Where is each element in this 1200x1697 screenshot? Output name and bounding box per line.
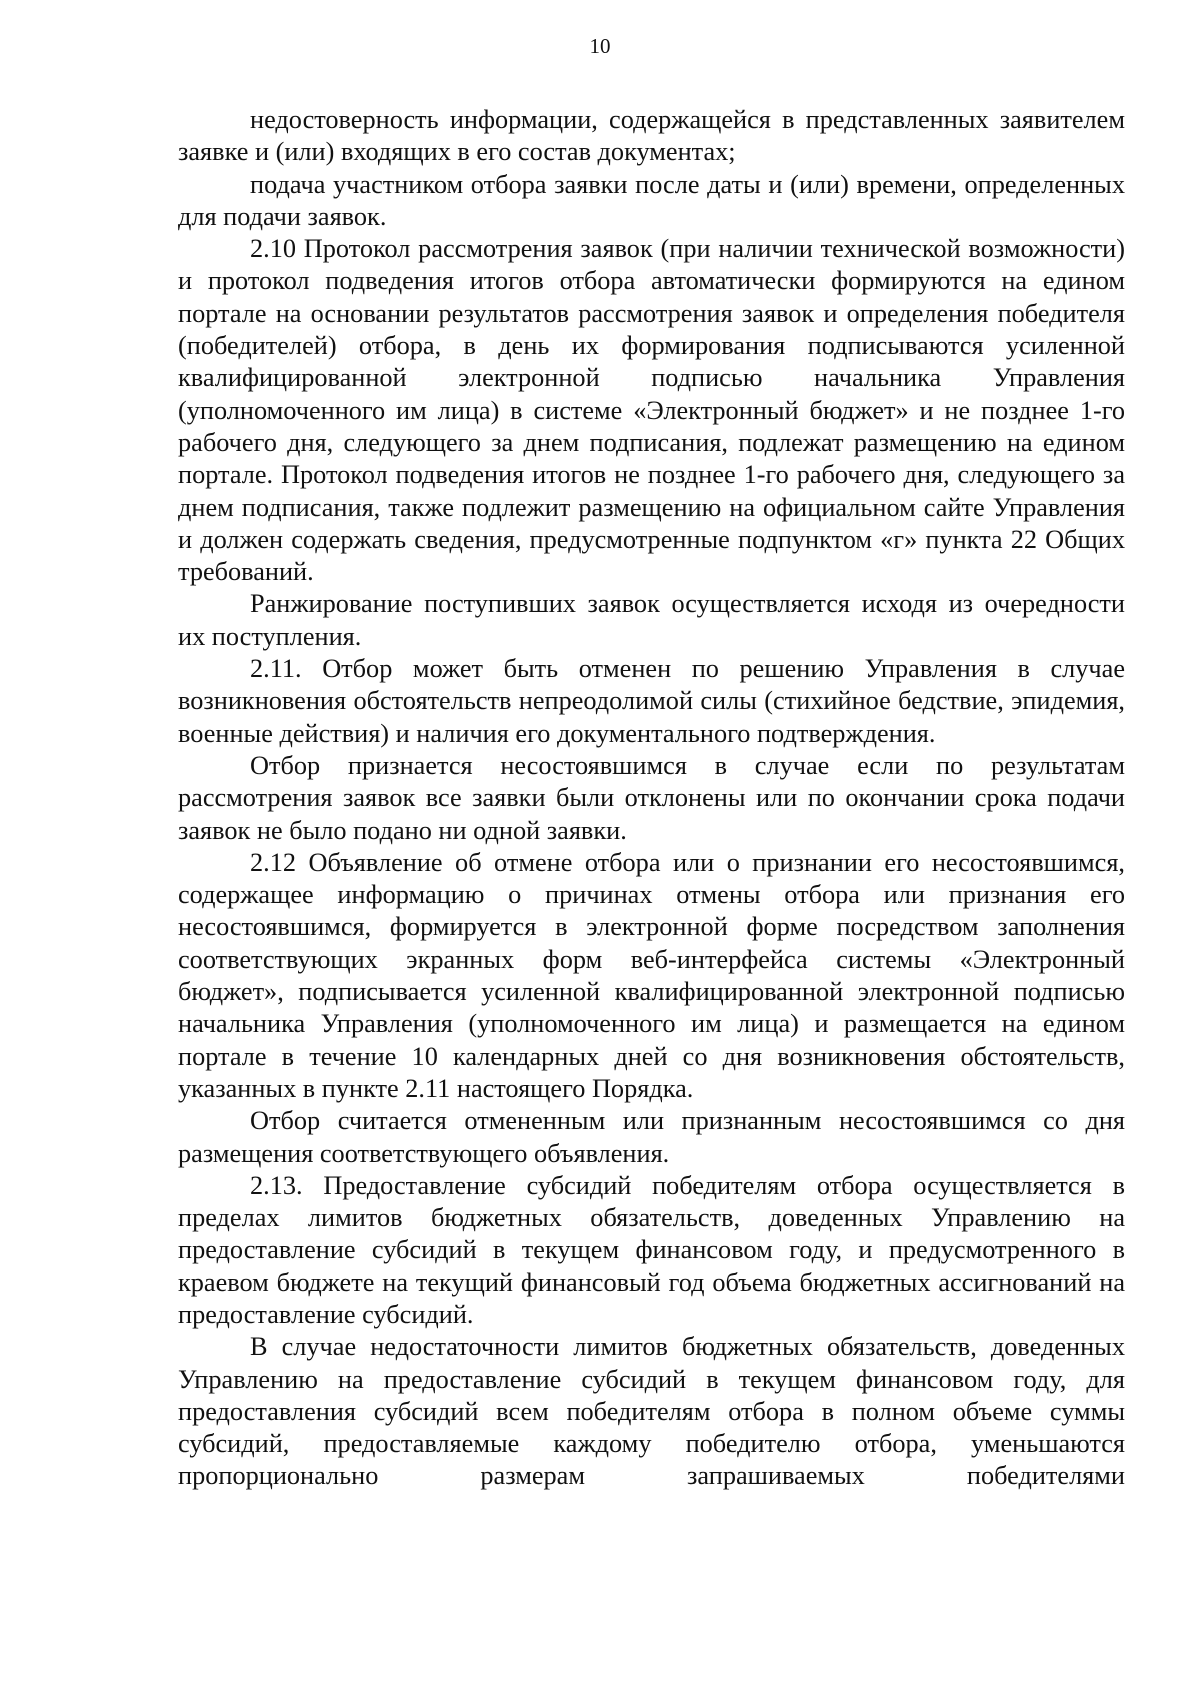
paragraph-insufficient-limits: В случае недостаточности лимитов бюджетных обязательств, доведенных Управлению на предоставление субсидий в текущем финансовом году, для предоставления субсидий всем победителям отбора в полном объеме суммы субсидий, предоставляемые каждому победителю отбора, уменьшаются пропорционально размерам запрашиваемых победителями [178, 1332, 1125, 1491]
paragraph-ranking: Ранжирование поступивших заявок осуществляется исходя из очередности их поступления. [178, 589, 1125, 651]
paragraph-2-12-announcement: 2.12 Объявление об отмене отбора или о признании его несостоявшимся, содержащее информацию о причинах отмены отбора или признания его несостоявшимся, формируется в электронной форме посредством заполнения соответствующих экранных форм веб-интерфейса системы «Электронный бюджет», подписывается усиленной квалифицированной электронной подписью начальника Управления (уполномоченного им лица) и размещается на едином портале в течение 10 календарных дней со дня возникновения обстоятельств, указанных в пункте 2.11 настоящего Порядка. [178, 847, 1125, 1103]
paragraph-2-13-subsidies: 2.13. Предоставление субсидий победителям отбора осуществляется в пределах лимитов бюджетных обязательств, доведенных Управлению на предоставление субсидий в текущем финансовом году, и предусмотренного в краевом бюджете на текущий финансовый год объема бюджетных ассигнований на предоставление субсидий. [178, 1170, 1125, 1329]
paragraph-2-11-cancellation: 2.11. Отбор может быть отменен по решению Управления в случае возникновения обстоятельств непреодолимой силы (стихийное бедствие, эпидемия, военные действия) и наличия его документального подтверждения. [178, 654, 1125, 748]
paragraph-late-submission: подача участником отбора заявки после даты и (или) времени, определенных для подачи заявок. [178, 169, 1125, 231]
page-number: 10 [589, 34, 611, 58]
paragraph-2-10-protocol: 2.10 Протокол рассмотрения заявок (при наличии технической возможности) и протокол подведения итогов отбора автоматически формируются на едином портале на основании результатов рассмотрения заявок и определения победителя (победителей) отбора, в день их формирования подписываются усиленной квалифицированной электронной подписью начальника Управления (уполномоченного им лица) в системе «Электронный бюджет» и не позднее 1-го рабочего дня, следующего за днем подписания, подлежат размещению на едином портале. Протокол подведения итогов не позднее 1-го рабочего дня, следующего за днем подписания, также подлежит размещению на официальном сайте Управления и должен содержать сведения, предусмотренные подпунктом «г» пункта 22 Общих требований. [178, 234, 1125, 587]
document-body [178, 104, 1125, 1493]
paragraph-cancelled-from-date: Отбор считается отмененным или признанным несостоявшимся со дня размещения соответствующего объявления. [178, 1106, 1125, 1168]
paragraph-failed-selection: Отбор признается несостоявшимся в случае если по результатам рассмотрения заявок все заявки были отклонены или по окончании срока подачи заявок не было подано ни одной заявки. [178, 750, 1125, 845]
paragraph-unreliable-info: недостоверность информации, содержащейся в представленных заявителем заявке и (или) входящих в его состав документах; [178, 105, 1125, 167]
